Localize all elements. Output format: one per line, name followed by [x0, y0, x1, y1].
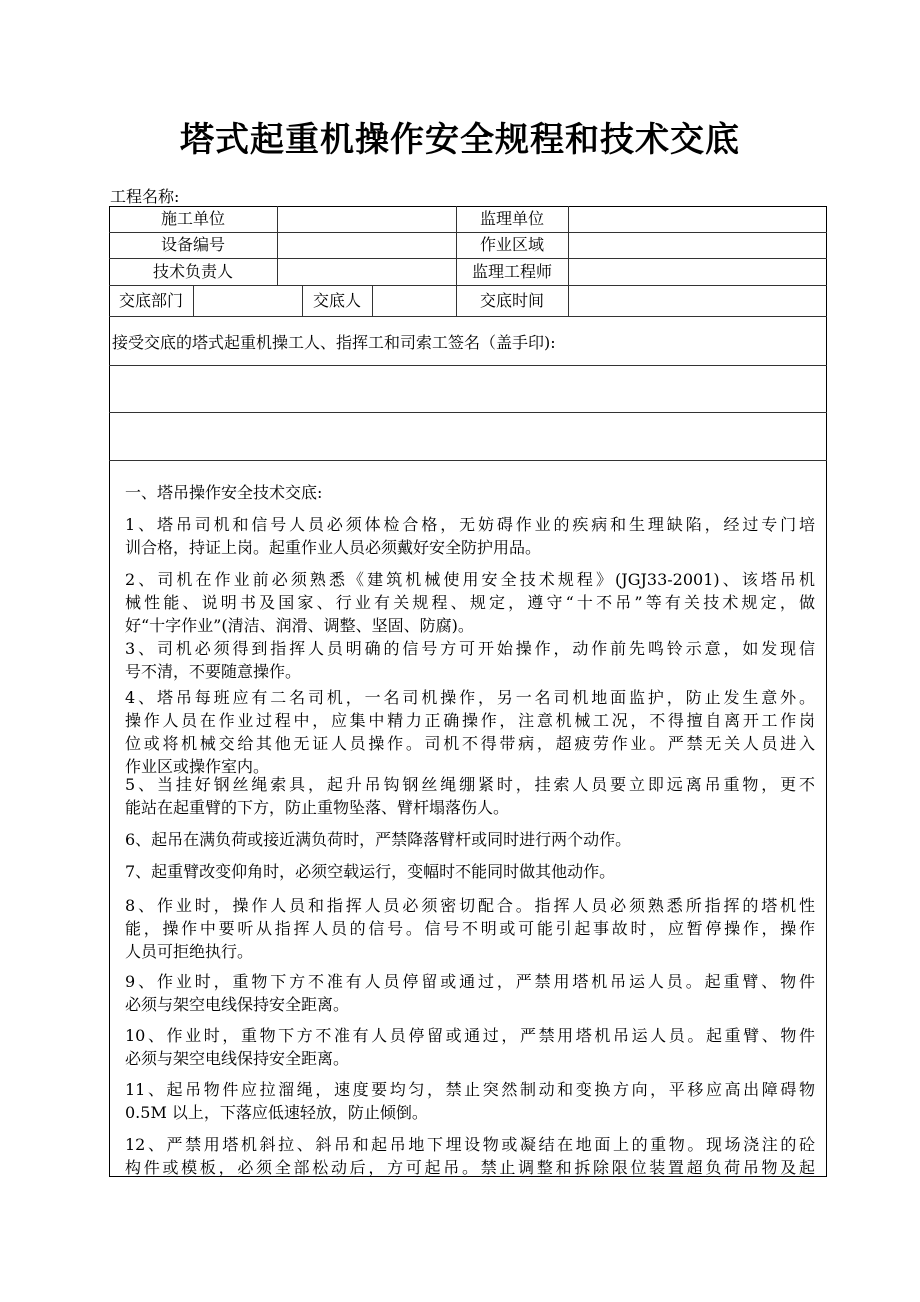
item-8 [125, 894, 815, 963]
item-line: 10、作业时，重物下方不准有人员停留或通过，严禁用塔机吊运人员。起重臂、物件 [125, 1026, 815, 1045]
item-line: 0.5M 以上，下落应低速轻放，防止倾倒。 [125, 1103, 428, 1122]
equipment-no-label: 设备编号 [160, 235, 225, 254]
item-line: 人员可拒绝执行。 [125, 942, 254, 961]
construction-unit-field[interactable] [278, 206, 456, 232]
item-line: 位或将机械交给其他无证人员操作。司机不得带病，超疲劳作业。严禁无关人员进入 [125, 734, 815, 753]
item-1 [125, 513, 815, 559]
item-12 [125, 1133, 815, 1179]
supervision-engineer-field[interactable] [569, 259, 826, 285]
item-9 [125, 970, 815, 1016]
item-4 [125, 686, 815, 778]
item-line: 械性能、说明书及国家、行业有关规程、规定，遵守“十不吊”等有关技术规定，做 [125, 593, 815, 612]
item-line: 能站在起重臂的下方，防止重物坠落、臂杆塌落伤人。 [125, 798, 510, 817]
item-line: 2、司机在作业前必须熟悉《建筑机械使用安全技术规程》(JGJ33-2001)、该塔吊机 [125, 570, 815, 589]
briefer-label: 交底人 [312, 291, 361, 310]
item-line: 12、严禁用塔机斜拉、斜吊和起吊地下埋设物或凝结在地面上的重物。现场浇注的砼 [125, 1135, 815, 1154]
item-line: 7、起重臂改变仰角时，必须空载运行，变幅时不能同时做其他动作。 [125, 862, 616, 881]
item-line: 5、当挂好钢丝绳索具，起升吊钩钢丝绳绷紧时，挂索人员要立即远离吊重物，更不 [125, 775, 815, 794]
item-line: 4、塔吊每班应有二名司机，一名司机操作，另一名司机地面监护，防止发生意外。 [125, 688, 815, 707]
item-line: 9、作业时，重物下方不准有人员停留或通过，严禁用塔机吊运人员。起重臂、物件 [125, 972, 815, 991]
supervision-unit-field[interactable] [569, 206, 826, 232]
row-divider [109, 460, 827, 461]
item-line: 11、起吊物件应拉溜绳，速度要均匀，禁止突然制动和变换方向，平移应高出障碍物 [125, 1080, 815, 1099]
document-title: 塔式起重机操作安全规程和技术交底 [180, 120, 740, 160]
item-2 [125, 568, 815, 637]
equipment-no-field[interactable] [278, 232, 456, 258]
supervision-unit-label: 监理单位 [479, 209, 544, 228]
item-line: 构件或模板，必须全部松动后，方可起吊。禁止调整和拆除限位装置超负荷吊物及起 [125, 1158, 815, 1177]
section-heading-text: 一、塔吊操作安全技术交底: [125, 483, 323, 502]
briefing-time-field[interactable] [569, 286, 826, 316]
item-line: 能，操作中要听从指挥人员的信号。信号不明或可能引起事故时，应暂停操作，操作 [125, 919, 815, 938]
signature-field-1[interactable] [110, 366, 826, 412]
signature-label: 接受交底的塔式起重机操工人、指挥工和司索工签名（盖手印): [112, 333, 556, 352]
row-divider [109, 316, 827, 317]
construction-unit-label: 施工单位 [160, 209, 225, 228]
item-line: 号不清，不要随意操作。 [125, 662, 302, 681]
item-line: 8、作业时，操作人员和指挥人员必须密切配合。指挥人员必须熟悉所指挥的塔机性 [125, 896, 815, 915]
briefing-dept-label: 交底部门 [118, 291, 183, 310]
tech-lead-field[interactable] [278, 259, 456, 285]
work-area-field[interactable] [569, 232, 826, 258]
work-area-label: 作业区域 [479, 235, 544, 254]
section-heading [125, 481, 815, 504]
supervision-engineer-label: 监理工程师 [471, 262, 552, 281]
item-line: 必须与架空电线保持安全距离。 [125, 1049, 350, 1068]
tech-lead-label: 技术负责人 [152, 262, 233, 281]
item-11 [125, 1078, 815, 1124]
signature-field-2[interactable] [110, 413, 826, 460]
item-line: 3、司机必须得到指挥人员明确的信号方可开始操作，动作前先鸣铃示意，如发现信 [125, 639, 815, 658]
item-line: 操作人员在作业过程中，应集中精力正确操作，注意机械工况，不得擅自离开工作岗 [125, 711, 815, 730]
item-10 [125, 1024, 815, 1070]
briefing-time-label: 交底时间 [479, 291, 544, 310]
item-line: 训合格，持证上岗。起重作业人员必须戴好安全防护用品。 [125, 538, 542, 557]
item-line: 1、塔吊司机和信号人员必须体检合格，无妨碍作业的疾病和生理缺陷，经过专门培 [125, 515, 815, 534]
briefing-dept-field[interactable] [194, 286, 302, 316]
item-7 [125, 860, 815, 883]
project-name-label: 工程名称: [110, 187, 180, 206]
item-3 [125, 637, 815, 683]
briefer-field[interactable] [373, 286, 456, 316]
item-line: 好“十字作业”(清洁、润滑、调整、坚固、防腐)。 [125, 616, 474, 635]
item-line: 必须与架空电线保持安全距离。 [125, 995, 350, 1014]
item-line: 作业区或操作室内。 [125, 757, 270, 776]
item-line: 6、起吊在满负荷或接近满负荷时，严禁降落臂杆或同时进行两个动作。 [125, 830, 632, 849]
item-6 [125, 828, 815, 851]
item-5 [125, 773, 815, 819]
